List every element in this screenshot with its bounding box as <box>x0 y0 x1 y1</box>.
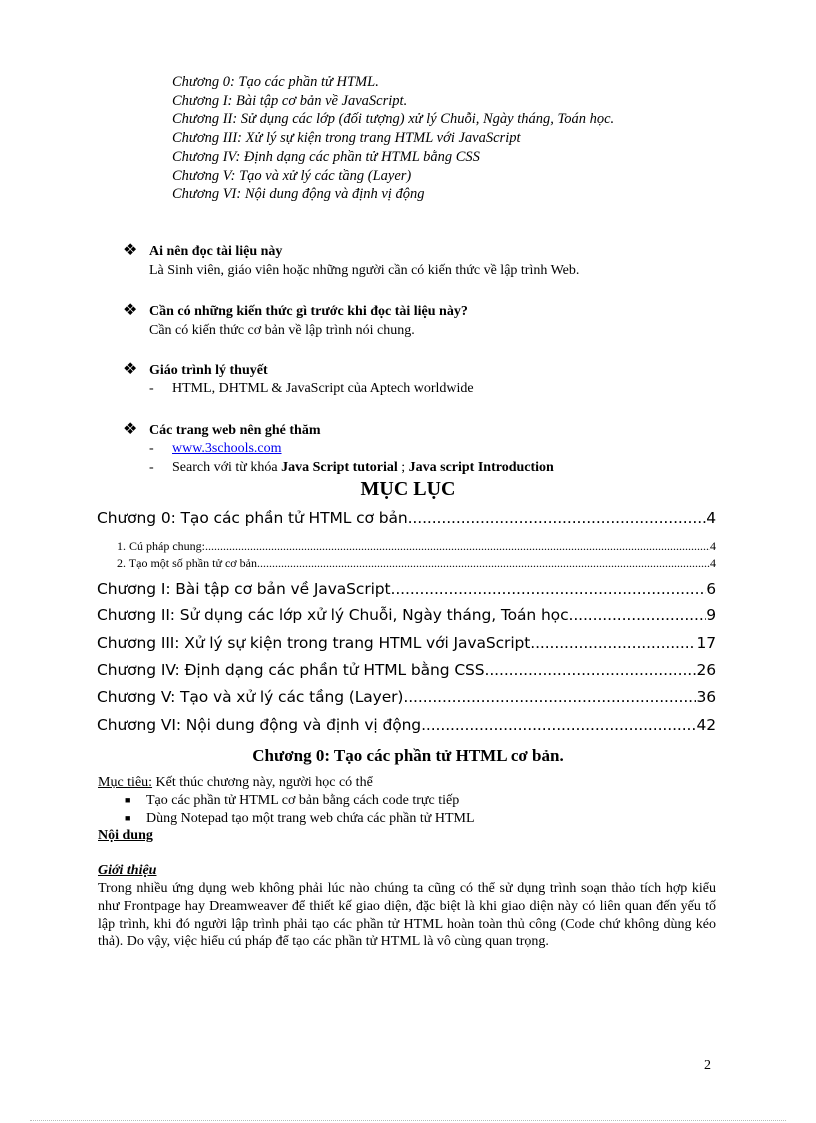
toc-entry-chapter-4[interactable]: Chương IV: Định dạng các phần tử HTML bằng CSS ..... 26 <box>97 661 716 679</box>
list-item: - HTML, DHTML & JavaScript của Aptech worldwide <box>123 380 474 399</box>
intro-heading: Giới thiệu <box>98 863 157 879</box>
square-bullet-icon: ■ <box>125 812 131 823</box>
intro-chapter-list <box>172 73 614 204</box>
list-item: - Search với từ khóa Java Script tutorial ; Java script Introduction <box>123 459 554 478</box>
section-heading: ❖ Các trang web nên ghé thăm <box>123 419 321 438</box>
toc-entry-section-2[interactable]: 2. Tạo một số phần tử cơ bản ..... 4 <box>97 556 716 571</box>
keyword: Java script Introduction <box>408 459 554 475</box>
toc-entry-chapter-6[interactable]: Chương VI: Nội dung động và định vị động ..... 42 <box>97 716 716 734</box>
intro-chapter-item: Chương II: Sử dụng các lớp (đối tượng) xử lý Chuỗi, Ngày tháng, Toán học. <box>172 111 615 128</box>
dot-leader <box>573 606 706 624</box>
diamond-bullet-icon: ❖ <box>123 359 138 378</box>
toc-entry-chapter-1[interactable]: Chương I: Bài tập cơ bản về JavaScript ..... 6 <box>97 580 716 598</box>
diamond-bullet-icon: ❖ <box>123 300 138 319</box>
section-text: Là Sinh viên, giáo viên hoặc những người cần có kiến thức về lập trình Web. <box>149 263 580 278</box>
chapter-body <box>98 774 716 951</box>
goal-item: ■ Tạo các phần tử HTML cơ bản bằng cách code trực tiếp <box>125 792 460 808</box>
diamond-bullet-icon: ❖ <box>123 419 138 438</box>
chapter-title: Chương 0: Tạo các phần tử HTML cơ bản. <box>252 746 564 765</box>
toc-entry-section-1[interactable]: 1. Cú pháp chung: ..... 4 <box>97 539 716 554</box>
intro-chapter-item: Chương III: Xử lý sự kiện trong trang HTML với JavaScript <box>172 130 521 147</box>
toc-title: MỤC LỤC <box>360 478 456 500</box>
section-audience <box>123 242 579 280</box>
section-heading: ❖ Cần có những kiến thức gì trước khi đọc tài liệu này? <box>123 300 468 319</box>
dot-leader <box>530 634 696 652</box>
toc-entry-chapter-2[interactable]: Chương II: Sử dụng các lớp xử lý Chuỗi, Ngày tháng, Toán học. ..... 9 <box>97 606 716 624</box>
section-textbook <box>123 361 474 399</box>
diamond-bullet-icon: ❖ <box>123 240 138 259</box>
dot-leader <box>421 716 696 734</box>
dot-leader <box>403 688 696 706</box>
keyword: Java Script tutorial <box>281 459 398 475</box>
section-heading: ❖ Ai nên đọc tài liệu này <box>123 240 283 259</box>
toc-entry-chapter-0[interactable]: Chương 0: Tạo các phần tử HTML cơ bản ..... 4 <box>97 509 716 527</box>
goal-item: ■ Dùng Notepad tạo một trang web chứa các phần tử HTML <box>125 810 475 826</box>
w3schools-link[interactable]: www.3schools.com <box>172 441 282 456</box>
intro-chapter-item: Chương I: Bài tập cơ bản về JavaScript. <box>172 92 408 109</box>
dot-leader <box>257 556 710 571</box>
spacer <box>98 845 716 862</box>
list-item <box>123 440 554 459</box>
page-bottom-divider <box>30 1120 786 1121</box>
dot-leader <box>408 509 707 527</box>
dash-marker: - <box>149 459 154 475</box>
page-number: 2 <box>704 1058 711 1073</box>
dash-marker: - <box>149 441 154 456</box>
section-websites <box>123 421 554 477</box>
intro-chapter-item: Chương 0: Tạo các phần tử HTML. <box>172 74 379 90</box>
dot-leader <box>205 539 710 554</box>
content-label: Nội dung <box>98 828 153 844</box>
square-bullet-icon: ■ <box>125 794 131 805</box>
intro-chapter-item: Chương IV: Định dạng các phần tử HTML bằng CSS <box>172 148 480 165</box>
section-prerequisites <box>123 302 468 340</box>
intro-paragraph: Trong nhiều ứng dụng web không phải lúc nào chúng ta cũng có thể sử dụng trình soạn thảo tích hợp kiểu như Frontpage hay Dreamweaver để thiết kế giao diện, đặc biệt là khi giao diện này có liên quan đến yếu tố lập trình, khi đó người lập trình phải tạo các phần tử HTML hoàn toàn thủ công (Code chứ không dùng kéo thả). Do vậy, việc hiểu cú pháp để tạo các phần tử HTML là vô cùng quan trọng. <box>98 880 716 950</box>
dot-leader <box>485 661 697 679</box>
goal-line: Mục tiêu: Kết thúc chương này, người học có thể <box>98 775 373 790</box>
toc-entry-chapter-5[interactable]: Chương V: Tạo và xử lý các tầng (Layer) ..... 36 <box>97 688 716 706</box>
section-heading: ❖ Giáo trình lý thuyết <box>123 359 268 378</box>
section-text: Cần có kiến thức cơ bản về lập trình nói chung. <box>149 323 415 338</box>
dot-leader <box>391 580 707 598</box>
dash-marker: - <box>149 381 154 396</box>
toc-entry-chapter-3[interactable]: Chương III: Xử lý sự kiện trong trang HTML với JavaScript ..... 17 <box>97 634 716 652</box>
intro-chapter-item: Chương VI: Nội dung động và định vị động <box>172 186 425 203</box>
intro-chapter-item: Chương V: Tạo và xử lý các tầng (Layer) <box>172 167 412 184</box>
